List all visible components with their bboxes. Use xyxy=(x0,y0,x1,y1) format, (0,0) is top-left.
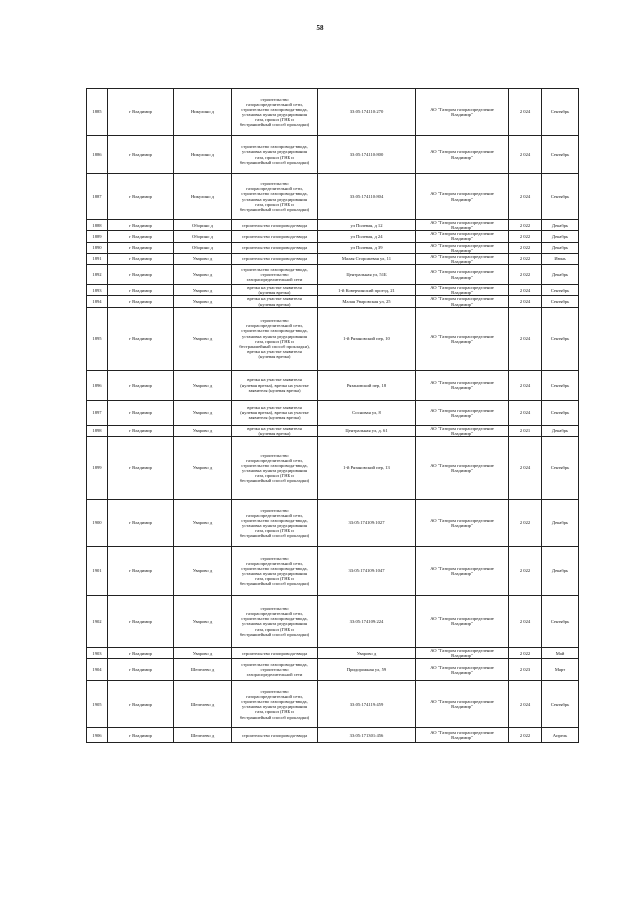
month-cell: Сентябрь xyxy=(542,89,579,136)
table-row xyxy=(87,436,579,499)
settlement-cell: Уварово д xyxy=(174,425,232,436)
row-number-cell: 1891 xyxy=(87,253,108,264)
table-row xyxy=(87,370,579,400)
work-type-cell: врезка на участке заявителя (нулевая врезка), врезка на участке заявителя (нулевая врезка) xyxy=(232,370,318,400)
city-cell: г Владимир xyxy=(108,253,174,264)
settlement-cell: Никулино д xyxy=(174,174,232,220)
city-cell: г Владимир xyxy=(108,499,174,546)
row-number-cell: 1888 xyxy=(87,220,108,231)
address-cell: 33:05:174119:459 xyxy=(318,681,416,728)
month-cell: Декабрь xyxy=(542,231,579,242)
address-cell: 33:05:174109:1027 xyxy=(318,499,416,546)
settlement-cell: Шепелево д xyxy=(174,659,232,681)
settlement-cell: Никулино д xyxy=(174,89,232,136)
settlement-cell: Уварово д xyxy=(174,436,232,499)
settlement-cell: Никулино д xyxy=(174,136,232,174)
work-type-cell: строительство газораспределительной сети, строительство газопровода-ввода, установка пункта редуцирования газа, прокол (ГНБ и бестраншейный способ прокладки) xyxy=(232,499,318,546)
month-cell: Сентябрь xyxy=(542,174,579,220)
work-type-cell: строительство газопровода-ввода, строительство газораспределительной сети xyxy=(232,265,318,285)
month-cell: Сентябрь xyxy=(542,370,579,400)
work-type-cell: строительство газораспределительной сети, строительство газопровода-ввода, установка пункта редуцирования газа, прокол (ГНБ и бестраншейный способ прокладки) xyxy=(232,681,318,728)
settlement-cell: Шепелево д xyxy=(174,728,232,743)
work-type-cell: врезка на участке заявителя (нулевая врезка) xyxy=(232,425,318,436)
work-type-cell: строительство газопровода-ввода xyxy=(232,231,318,242)
organization-cell: АО "Газпром газораспределение Владимир" xyxy=(416,425,509,436)
address-cell: Центральная ул, д. 61 xyxy=(318,425,416,436)
row-number-cell: 1886 xyxy=(87,136,108,174)
settlement-cell: Уварово д xyxy=(174,285,232,296)
city-cell: г Владимир xyxy=(108,647,174,658)
table-row xyxy=(87,265,579,285)
row-number-cell: 1898 xyxy=(87,425,108,436)
city-cell: г Владимир xyxy=(108,425,174,436)
year-cell: 2 022 xyxy=(509,253,542,264)
year-cell: 2 024 xyxy=(509,370,542,400)
row-number-cell: 1902 xyxy=(87,595,108,647)
month-cell: Сентябрь xyxy=(542,296,579,307)
month-cell: Сентябрь xyxy=(542,595,579,647)
row-number-cell: 1901 xyxy=(87,546,108,595)
city-cell: г Владимир xyxy=(108,220,174,231)
work-type-cell: строительство газораспределительной сети, строительство газопровода-ввода, установка пункта редуцирования газа, прокол (ГНБ и бестраншейный способ прокладки) xyxy=(232,174,318,220)
city-cell: г Владимир xyxy=(108,285,174,296)
settlement-cell: Уварово д xyxy=(174,546,232,595)
work-type-cell: строительство газораспределительной сети, строительство газопровода-ввода, установка пункта редуцирования газа, прокол (ГНБ и бестраншейный способ прокладки) xyxy=(232,595,318,647)
address-cell: Малая Уваровская ул, 25 xyxy=(318,296,416,307)
city-cell: г Владимир xyxy=(108,242,174,253)
work-type-cell: строительство газопровода-ввода xyxy=(232,253,318,264)
city-cell: г Владимир xyxy=(108,400,174,425)
year-cell: 2 024 xyxy=(509,400,542,425)
organization-cell: АО "Газпром газораспределение Владимир" xyxy=(416,231,509,242)
organization-cell: АО "Газпром газораспределение Владимир" xyxy=(416,400,509,425)
work-type-cell: строительство газопровода-ввода xyxy=(232,220,318,231)
organization-cell: АО "Газпром газораспределение Владимир" xyxy=(416,436,509,499)
table-row xyxy=(87,425,579,436)
city-cell: г Владимир xyxy=(108,436,174,499)
row-number-cell: 1906 xyxy=(87,728,108,743)
address-cell: 33:05:174109:224 xyxy=(318,595,416,647)
row-number-cell: 1892 xyxy=(87,265,108,285)
organization-cell: АО "Газпром газораспределение Владимир" xyxy=(416,174,509,220)
address-cell: 33:05:174109:1047 xyxy=(318,546,416,595)
city-cell: г Владимир xyxy=(108,681,174,728)
month-cell: Декабрь xyxy=(542,265,579,285)
work-type-cell: строительство газопровода-ввода, строительство газораспределительной сети xyxy=(232,659,318,681)
table-row xyxy=(87,253,579,264)
year-cell: 2 024 xyxy=(509,174,542,220)
organization-cell: АО "Газпром газораспределение Владимир" xyxy=(416,370,509,400)
year-cell: 2 023 xyxy=(509,659,542,681)
address-cell: ул Полевая, д 24 xyxy=(318,231,416,242)
organization-cell: АО "Газпром газораспределение Владимир" xyxy=(416,253,509,264)
table-row xyxy=(87,89,579,136)
work-type-cell: врезка на участке заявителя (нулевая врезка), врезка на участке заявителя (нулевая врезка) xyxy=(232,400,318,425)
city-cell: г Владимир xyxy=(108,728,174,743)
work-type-cell: строительство газопровода-ввода, установка пункта редуцирования газа, прокол (ГНБ и бестраншейный способ прокладки) xyxy=(232,136,318,174)
address-cell: ул Полевая, д 39 xyxy=(318,242,416,253)
organization-cell: АО "Газпром газораспределение Владимир" xyxy=(416,595,509,647)
settlement-cell: Уварово д xyxy=(174,296,232,307)
organization-cell: АО "Газпром газораспределение Владимир" xyxy=(416,647,509,658)
address-cell: ул Полевая, д 12 xyxy=(318,220,416,231)
settlement-cell: Уварово д xyxy=(174,307,232,370)
registry-table xyxy=(86,88,579,743)
year-cell: 2 024 xyxy=(509,296,542,307)
year-cell: 2 024 xyxy=(509,595,542,647)
work-type-cell: строительство газораспределительной сети, строительство газопровода-ввода, установка пункта редуцирования газа, прокол (ГНБ и бестраншейный способ прокладки) xyxy=(232,436,318,499)
month-cell: Апрель xyxy=(542,728,579,743)
city-cell: г Владимир xyxy=(108,595,174,647)
settlement-cell: Уварово д xyxy=(174,400,232,425)
address-cell: Рязановский пер, 18 xyxy=(318,370,416,400)
month-cell: Июнь xyxy=(542,253,579,264)
year-cell: 2 024 xyxy=(509,307,542,370)
year-cell: 2 022 xyxy=(509,231,542,242)
month-cell: Сентябрь xyxy=(542,681,579,728)
table-row xyxy=(87,296,579,307)
organization-cell: АО "Газпром газораспределение Владимир" xyxy=(416,136,509,174)
settlement-cell: Оборино д xyxy=(174,220,232,231)
city-cell: г Владимир xyxy=(108,307,174,370)
table-row xyxy=(87,400,579,425)
settlement-cell: Уварово д xyxy=(174,499,232,546)
year-cell: 2 022 xyxy=(509,265,542,285)
month-cell: Сентябрь xyxy=(542,285,579,296)
row-number-cell: 1905 xyxy=(87,681,108,728)
address-cell: Центральная ул, 51Б xyxy=(318,265,416,285)
month-cell: Декабрь xyxy=(542,499,579,546)
row-number-cell: 1903 xyxy=(87,647,108,658)
city-cell: г Владимир xyxy=(108,296,174,307)
row-number-cell: 1897 xyxy=(87,400,108,425)
row-number-cell: 1887 xyxy=(87,174,108,220)
table-row xyxy=(87,285,579,296)
table-row xyxy=(87,546,579,595)
settlement-cell: Шепелево д xyxy=(174,681,232,728)
organization-cell: АО "Газпром газораспределение Владимир" xyxy=(416,296,509,307)
year-cell: 2 022 xyxy=(509,546,542,595)
organization-cell: АО "Газпром газораспределение Владимир" xyxy=(416,89,509,136)
row-number-cell: 1890 xyxy=(87,242,108,253)
address-cell: 1-й Коверчинский проезд, 21 xyxy=(318,285,416,296)
year-cell: 2 024 xyxy=(509,89,542,136)
year-cell: 2 022 xyxy=(509,728,542,743)
month-cell: Сентябрь xyxy=(542,307,579,370)
organization-cell: АО "Газпром газораспределение Владимир" xyxy=(416,265,509,285)
work-type-cell: строительство газопровода-ввода xyxy=(232,647,318,658)
work-type-cell: строительство газораспределительной сети, строительство газопровода-ввода, установка пункта редуцирования газа, прокол (ГНБ и бестраншейный способ прокладки) xyxy=(232,89,318,136)
address-cell: 33:05:171301:456 xyxy=(318,728,416,743)
address-cell: Сосновая ул, 8 xyxy=(318,400,416,425)
month-cell: Май xyxy=(542,647,579,658)
row-number-cell: 1893 xyxy=(87,285,108,296)
row-number-cell: 1885 xyxy=(87,89,108,136)
month-cell: Декабрь xyxy=(542,242,579,253)
organization-cell: АО "Газпром газораспределение Владимир" xyxy=(416,681,509,728)
settlement-cell: Уварово д xyxy=(174,253,232,264)
address-cell: Уварово д xyxy=(318,647,416,658)
table-row xyxy=(87,136,579,174)
address-cell: 1-й Рязановский пер, 13 xyxy=(318,436,416,499)
address-cell: 33:05:174110:270 xyxy=(318,89,416,136)
organization-cell: АО "Газпром газораспределение Владимир" xyxy=(416,285,509,296)
row-number-cell: 1889 xyxy=(87,231,108,242)
page-number: 58 xyxy=(316,24,324,32)
table-row xyxy=(87,220,579,231)
month-cell: Март xyxy=(542,659,579,681)
table-row xyxy=(87,659,579,681)
row-number-cell: 1904 xyxy=(87,659,108,681)
row-number-cell: 1894 xyxy=(87,296,108,307)
year-cell: 2 022 xyxy=(509,499,542,546)
organization-cell: АО "Газпром газораспределение Владимир" xyxy=(416,728,509,743)
settlement-cell: Уварово д xyxy=(174,265,232,285)
organization-cell: АО "Газпром газораспределение Владимир" xyxy=(416,307,509,370)
city-cell: г Владимир xyxy=(108,89,174,136)
city-cell: г Владимир xyxy=(108,370,174,400)
organization-cell: АО "Газпром газораспределение Владимир" xyxy=(416,220,509,231)
address-cell: Малая Сторожевая ул, 11 xyxy=(318,253,416,264)
month-cell: Декабрь xyxy=(542,220,579,231)
work-type-cell: строительство газопровода-ввода xyxy=(232,242,318,253)
table-row xyxy=(87,681,579,728)
year-cell: 2 021 xyxy=(509,425,542,436)
organization-cell: АО "Газпром газораспределение Владимир" xyxy=(416,242,509,253)
work-type-cell: строительство газораспределительной сети, строительство газопровода-ввода, установка пункта редуцирования газа, прокол (ГНБ и бестраншейный способ прокладки), врезка на участке заявителя (нулевая врезка) xyxy=(232,307,318,370)
table-row xyxy=(87,647,579,658)
table-row xyxy=(87,499,579,546)
registry-rows xyxy=(87,89,579,743)
city-cell: г Владимир xyxy=(108,546,174,595)
row-number-cell: 1895 xyxy=(87,307,108,370)
table-row xyxy=(87,728,579,743)
address-cell: 33:05:174110:800 xyxy=(318,136,416,174)
settlement-cell: Уварово д xyxy=(174,370,232,400)
month-cell: Декабрь xyxy=(542,425,579,436)
address-cell: 1-й Рязановский пер, 10 xyxy=(318,307,416,370)
city-cell: г Владимир xyxy=(108,231,174,242)
year-cell: 2 022 xyxy=(509,220,542,231)
month-cell: Сентябрь xyxy=(542,136,579,174)
settlement-cell: Уварово д xyxy=(174,595,232,647)
organization-cell: АО "Газпром газораспределение Владимир" xyxy=(416,546,509,595)
row-number-cell: 1899 xyxy=(87,436,108,499)
settlement-cell: Уварово д xyxy=(174,647,232,658)
year-cell: 2 022 xyxy=(509,647,542,658)
city-cell: г Владимир xyxy=(108,265,174,285)
city-cell: г Владимир xyxy=(108,174,174,220)
table-row xyxy=(87,242,579,253)
year-cell: 2 024 xyxy=(509,285,542,296)
month-cell: Сентябрь xyxy=(542,400,579,425)
work-type-cell: строительство газопровода-ввода xyxy=(232,728,318,743)
work-type-cell: строительство газораспределительной сети, строительство газопровода-ввода, установка пункта редуцирования газа, прокол (ГНБ и бестраншейный способ прокладки) xyxy=(232,546,318,595)
work-type-cell: врезка на участке заявителя (нулевая врезка) xyxy=(232,285,318,296)
city-cell: г Владимир xyxy=(108,659,174,681)
city-cell: г Владимир xyxy=(108,136,174,174)
address-cell: 33:05:174110:804 xyxy=(318,174,416,220)
table-row xyxy=(87,307,579,370)
year-cell: 2 024 xyxy=(509,681,542,728)
year-cell: 2 024 xyxy=(509,436,542,499)
organization-cell: АО "Газпром газораспределение Владимир" xyxy=(416,659,509,681)
year-cell: 2 024 xyxy=(509,136,542,174)
organization-cell: АО "Газпром газораспределение Владимир" xyxy=(416,499,509,546)
year-cell: 2 022 xyxy=(509,242,542,253)
row-number-cell: 1900 xyxy=(87,499,108,546)
month-cell: Сентябрь xyxy=(542,436,579,499)
address-cell: Придорожная ул, 59 xyxy=(318,659,416,681)
row-number-cell: 1896 xyxy=(87,370,108,400)
settlement-cell: Оборино д xyxy=(174,231,232,242)
table-row xyxy=(87,595,579,647)
work-type-cell: врезка на участке заявителя (нулевая врезка) xyxy=(232,296,318,307)
table-row xyxy=(87,174,579,220)
settlement-cell: Оборино д xyxy=(174,242,232,253)
month-cell: Декабрь xyxy=(542,546,579,595)
table-row xyxy=(87,231,579,242)
